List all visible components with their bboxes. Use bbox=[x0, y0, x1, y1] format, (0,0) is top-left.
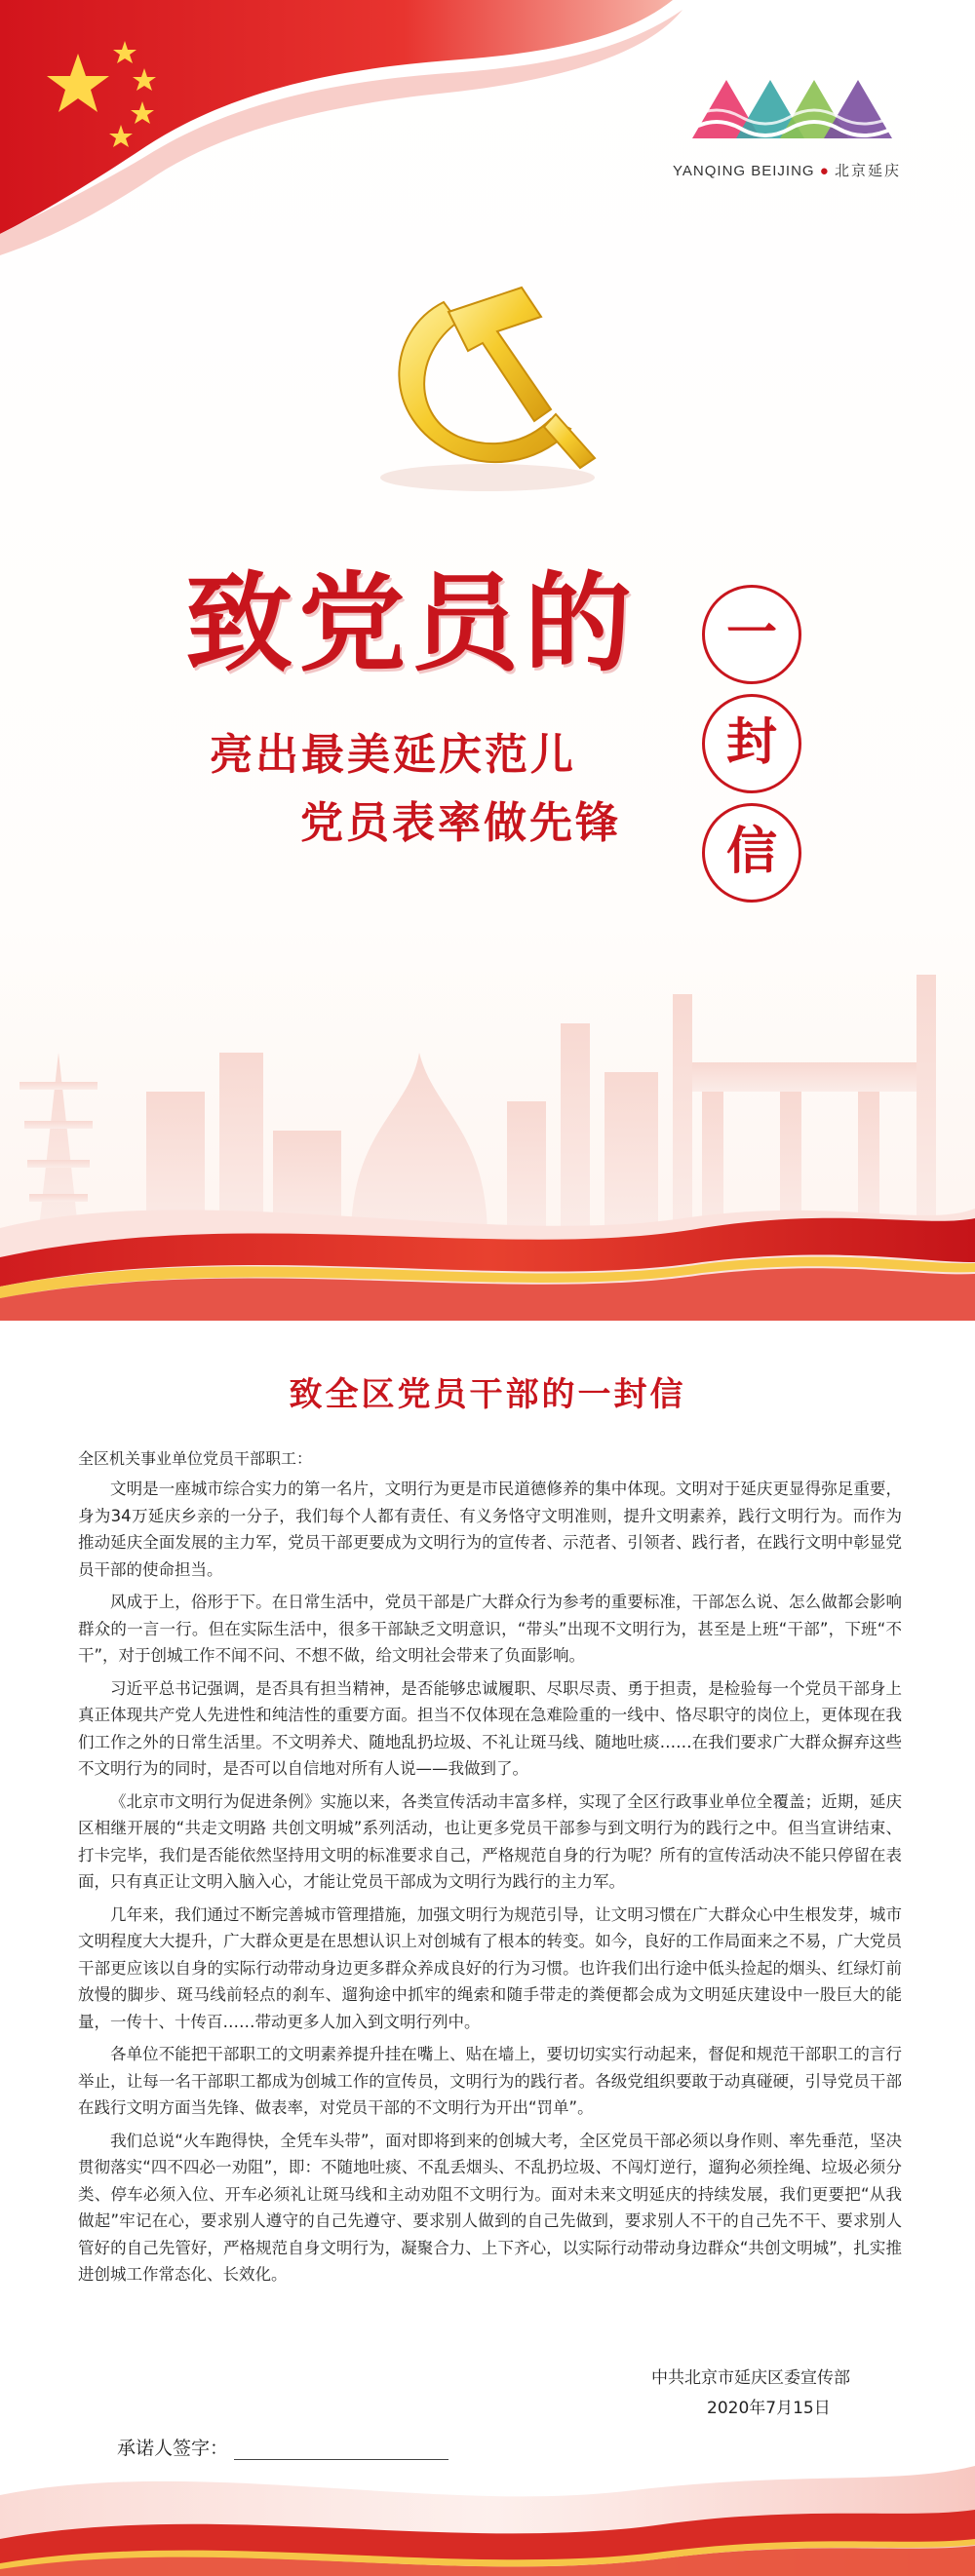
subtitle-line-1: 亮出最美延庆范儿 bbox=[210, 730, 576, 780]
headline: 致党员的 bbox=[185, 560, 638, 686]
logo-caption: YANQING BEIJING ● 北京延庆 bbox=[673, 162, 901, 179]
signature-organization: 中共北京市延庆区委宣传部 bbox=[651, 2368, 850, 2388]
headline-circle-2: 封 bbox=[702, 694, 801, 793]
letter-body bbox=[78, 1476, 902, 2294]
party-emblem-icon bbox=[351, 273, 624, 497]
logo-caption-en: YANQING BEIJING bbox=[673, 163, 815, 179]
letter-paragraph: 《北京市文明行为促进条例》实施以来，各类宣传活动丰富多样，实现了全区行政事业单位全覆盖；近期，延庆区相继开展的“共走文明路 共创文明城”系列活动，也让更多党员干部参与到文明行为的践行之中。但当宣讲结束、打卡完毕，我们是否能依然坚持用文明的标准要求自己，严格规范自身的行为呢？所有的宣传活动决不能只停留在表面，只有真正让文明入脑入心，才能让党员干部成为文明行为践行的主力军。 bbox=[78, 1791, 902, 1891]
signature-date: 2020年7月15日 bbox=[707, 2399, 831, 2418]
letter-title: 致全区党员干部的一封信 bbox=[289, 1375, 686, 1414]
letter-paragraph: 几年来，我们通过不断完善城市管理措施，加强文明行为规范引导，让文明习惯在广大群众心中生根发芽，城市文明程度大大提升，广大群众更是在思想认识上对创城有了根本的转变。如今，良好的工作局面来之不易，广大党员干部更应该以自身的实际行动带动身边更多群众养成良好的行为习惯。也许我们出行途中低头捡起的烟头、红绿灯前放慢的脚步、斑马线前轻点的刹车、遛狗途中抓牢的绳索和随手带走的粪便都会成为文明延庆建设中一股巨大的能量，一传十、十传百……带动更多人加入到文明行列中。 bbox=[78, 1904, 902, 2031]
subtitle-line-2: 党员表率做先锋 bbox=[300, 798, 621, 848]
logo-mark-icon bbox=[673, 70, 916, 153]
promise-signature-row bbox=[117, 2434, 448, 2460]
signature-line[interactable] bbox=[234, 2441, 448, 2460]
letter-paragraph: 各单位不能把干部职工的文明素养提升挂在嘴上、贴在墙上，要切切实实行动起来，督促和规范干部职工的言行举止，让每一名干部职工都成为创城工作的宣传员，文明行为的践行者。各级党组织要敢于动真碰硬，引导党员干部在践行文明方面当先锋、做表率，对党员干部的不文明行为开出“罚单”。 bbox=[78, 2045, 902, 2117]
letter-paragraph: 我们总说“火车跑得快，全凭车头带”，面对即将到来的创城大考，全区党员干部必须以身作则、率先垂范，坚决贯彻落实“四不四必一劝阻”，即：不随地吐痰、不乱丢烟头、不乱扔垃圾、不闯灯逆行，遛狗必须拴绳、垃圾必须分类、停车必须入位、开车必须礼让斑马线和主动劝阻不文明行为。面对未来文明延庆的持续发展，我们更要把“从我做起”牢记在心，要求别人遵守的自己先遵守、要求别人做到的自己先做到，要求别人不干的自己先不干、要求别人管好的自己先管好，严格规范自身文明行为，凝聚合力、上下齐心，以实际行动带动身边群众“共创文明城”，扎实推进创城工作常态化、长效化。 bbox=[78, 2131, 902, 2284]
letter-salutation: 全区机关事业单位党员干部职工： bbox=[78, 1449, 313, 1468]
letter-paragraph: 习近平总书记强调，是否具有担当精神，是否能够忠诚履职、尽职尽责、勇于担责，是检验每一个党员干部身上真正体现共产党人先进性和纯洁性的重要方面。担当不仅体现在急难险重的一线中、恪尽职守的岗位上，更体现在我们工作之外的日常生活里。不文明养犬、随地乱扔垃圾、不礼让斑马线、随地吐痰……在我们要求广大群众摒弃这些不文明行为的同时，是否可以自信地对所有人说——我做到了。 bbox=[78, 1678, 902, 1778]
promise-label: 承诺人签字： bbox=[117, 2438, 229, 2459]
yanqing-logo bbox=[673, 70, 916, 192]
letter-paragraph: 风成于上，俗形于下。在日常生活中，党员干部是广大群众行为参考的重要标准，干部怎么说、怎么做都会影响群众的一言一行。但在实际生活中，很多干部缺乏文明意识，“带头”出现不文明行为，甚至是上班“干部”，下班“不干”，对于创城工作不闻不问、不想不做，给文明社会带来了负面影响。 bbox=[78, 1593, 902, 1665]
headline-circle-3: 信 bbox=[702, 803, 801, 903]
logo-caption-cn: 北京延庆 bbox=[834, 162, 901, 179]
letter-paragraph: 文明是一座城市综合实力的第一名片，文明行为更是市民道德修养的集中体现。文明对于延庆更显得弥足重要，身为34万延庆乡亲的一分子，我们每个人都有责任、有义务恪守文明准则，提升文明素养，践行文明行为。而作为推动延庆全面发展的主力军，党员干部更要成为文明行为的宣传者、示范者、引领者、践行者，在践行文明中彰显党员干部的使命担当。 bbox=[78, 1480, 902, 1579]
headline-circle-1: 一 bbox=[702, 585, 801, 684]
city-skyline-illustration bbox=[0, 936, 975, 1321]
